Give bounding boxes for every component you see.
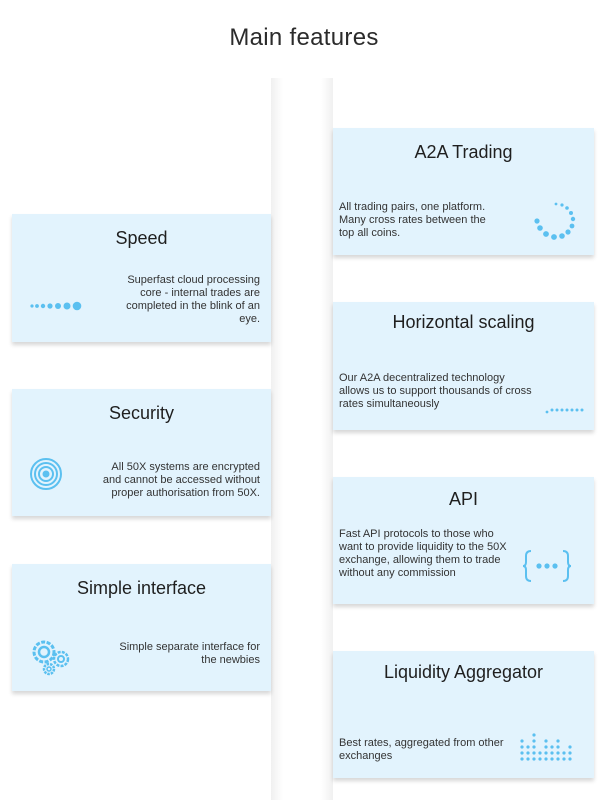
feature-title: Horizontal scaling <box>392 312 535 332</box>
feature-title: A2A Trading <box>414 142 513 162</box>
feature-description: Fast API protocols to those who want to provide liquidity to the 50X exchange, allowing them to trade without any commission <box>339 528 507 579</box>
feature-card-horizontal-scaling <box>333 302 594 430</box>
feature-description: Best rates, aggregated from other exchanges <box>339 737 504 762</box>
feature-card-security <box>12 389 271 516</box>
feature-card-api <box>333 477 594 604</box>
feature-title: Liquidity Aggregator <box>383 662 544 682</box>
concentric-rings-icon <box>30 458 62 490</box>
feature-description: All 50X systems are encrypted and cannot be accessed without proper authorisation from 50X. <box>102 461 260 499</box>
feature-description: Simple separate interface for the newbies <box>119 641 260 666</box>
center-divider <box>271 78 333 800</box>
feature-description: Our A2A decentralized technology allows us to support thousands of cross rates simultaneously <box>339 372 532 410</box>
dots-row-icon <box>545 405 585 415</box>
feature-description: Superfast cloud processing core - internal trades are completed in the blink of an eye. <box>126 274 260 325</box>
feature-card-a2a-trading <box>333 128 594 255</box>
feature-title: Security <box>108 403 175 423</box>
feature-title: Simple interface <box>76 578 207 598</box>
feature-title: Speed <box>115 228 168 248</box>
page-title: Main features <box>229 24 379 52</box>
dot-matrix-icon <box>519 733 575 761</box>
dotted-circle-icon <box>532 201 578 243</box>
dots-progress-icon <box>30 299 82 313</box>
feature-card-simple-interface <box>12 564 271 691</box>
feature-card-liquidity-aggregator <box>333 651 594 778</box>
braces-dots-icon <box>523 547 571 585</box>
feature-card-speed <box>12 214 271 342</box>
feature-title: API <box>448 489 478 509</box>
feature-description: All trading pairs, one platform. Many cross rates between the top all coins. <box>339 201 486 239</box>
gears-icon <box>32 640 72 676</box>
